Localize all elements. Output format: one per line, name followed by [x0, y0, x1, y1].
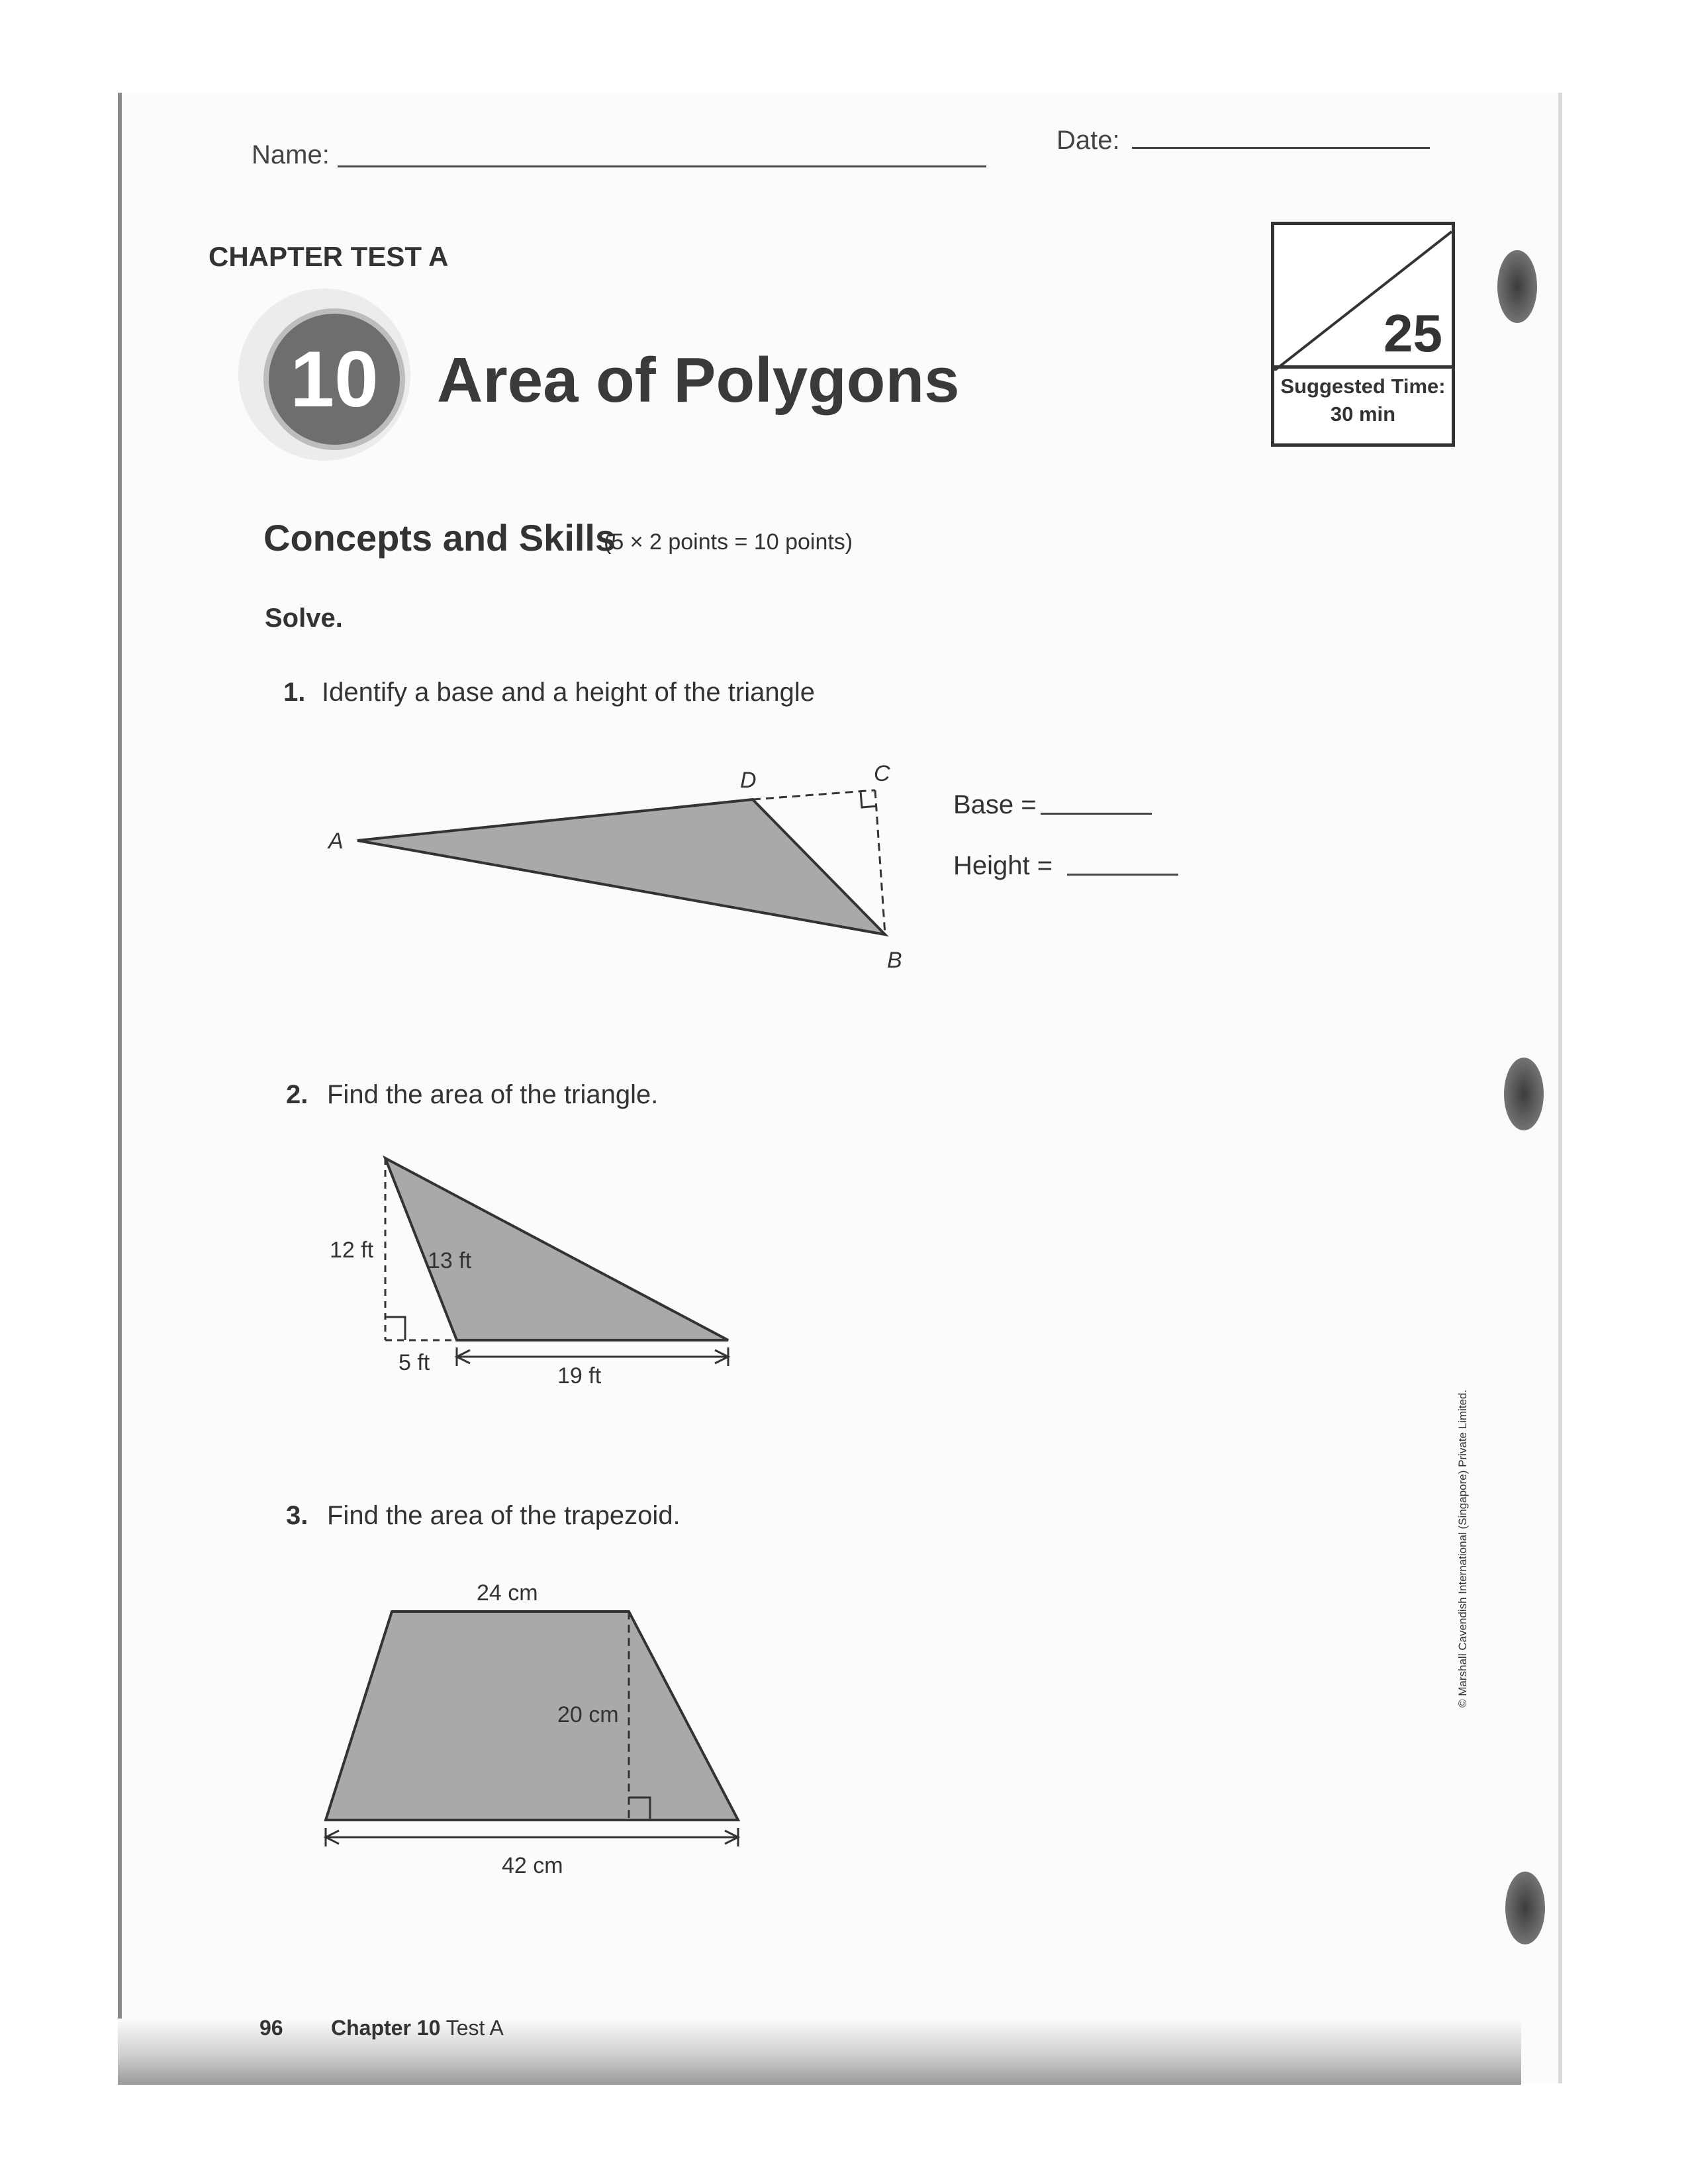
name-label: Name:: [252, 140, 330, 169]
binder-hole: [1504, 1058, 1544, 1130]
copyright-notice: © Marshall Cavendish International (Singapore) Private Limited.: [1456, 1389, 1469, 1707]
trapezoid-shape: [326, 1612, 738, 1820]
page-number: 96: [259, 2016, 283, 2040]
score-box: [1271, 222, 1455, 447]
section-points: (5 × 2 points = 10 points): [604, 529, 853, 555]
chapter-number-badge: [263, 308, 405, 450]
trapezoid-figure: [318, 1575, 755, 1880]
right-angle-mark: [861, 792, 876, 807]
triangle-abd-figure: [311, 754, 920, 979]
vertex-label-d: D: [740, 768, 757, 793]
section-title: Concepts and Skills: [263, 517, 616, 559]
question-text: Find the area of the trapezoid.: [327, 1501, 680, 1530]
vertex-label-c: C: [874, 761, 890, 786]
height-answer-label: Height =: [953, 851, 1053, 880]
height-dashed: [875, 790, 885, 934]
base-answer-label: Base =: [953, 790, 1037, 819]
base-answer-field[interactable]: [1041, 813, 1152, 815]
chapter-kicker: CHAPTER TEST A: [209, 241, 449, 272]
question-text: Find the area of the triangle.: [327, 1080, 659, 1109]
height-label: 12 ft: [330, 1238, 374, 1263]
binder-hole: [1505, 1872, 1545, 1944]
date-label: Date:: [1056, 126, 1120, 155]
vertex-label-a: A: [328, 829, 344, 854]
suggested-time-value: 30 min: [1330, 402, 1396, 426]
suggested-time-label: Suggested Time:: [1280, 375, 1446, 398]
question-number: 1.: [283, 678, 306, 707]
question-text: Identify a base and a height of the triangle: [322, 678, 815, 707]
chapter-number: 10: [290, 335, 379, 424]
question-number: 2.: [286, 1080, 308, 1109]
offset-label: 5 ft: [399, 1350, 430, 1375]
instruction: Solve.: [265, 604, 343, 633]
date-field[interactable]: [1132, 147, 1430, 149]
binder-hole: [1497, 250, 1537, 323]
top-label: 24 cm: [477, 1580, 538, 1606]
triangle-figure: [318, 1145, 741, 1396]
score-divider: [1274, 365, 1452, 369]
footer-chapter-bold: Chapter 10: [331, 2016, 441, 2040]
footer-chapter: [331, 2016, 504, 2040]
vertex-label-b: B: [887, 948, 902, 973]
right-angle-mark: [385, 1317, 405, 1340]
height-label: 20 cm: [557, 1702, 619, 1727]
score-total: 25: [1383, 304, 1442, 363]
page-bottom-curl: [118, 2019, 1521, 2085]
chapter-title: Area of Polygons: [437, 345, 960, 416]
height-answer-field[interactable]: [1067, 874, 1178, 876]
footer-chapter-rest: Test A: [445, 2016, 504, 2040]
name-field[interactable]: [338, 165, 986, 167]
bottom-label: 42 cm: [502, 1853, 563, 1878]
question-number: 3.: [286, 1501, 308, 1530]
base-label: 19 ft: [557, 1363, 602, 1388]
side-label: 13 ft: [428, 1248, 472, 1273]
extended-base-dashed: [753, 790, 875, 799]
triangle-abd: [357, 799, 885, 934]
